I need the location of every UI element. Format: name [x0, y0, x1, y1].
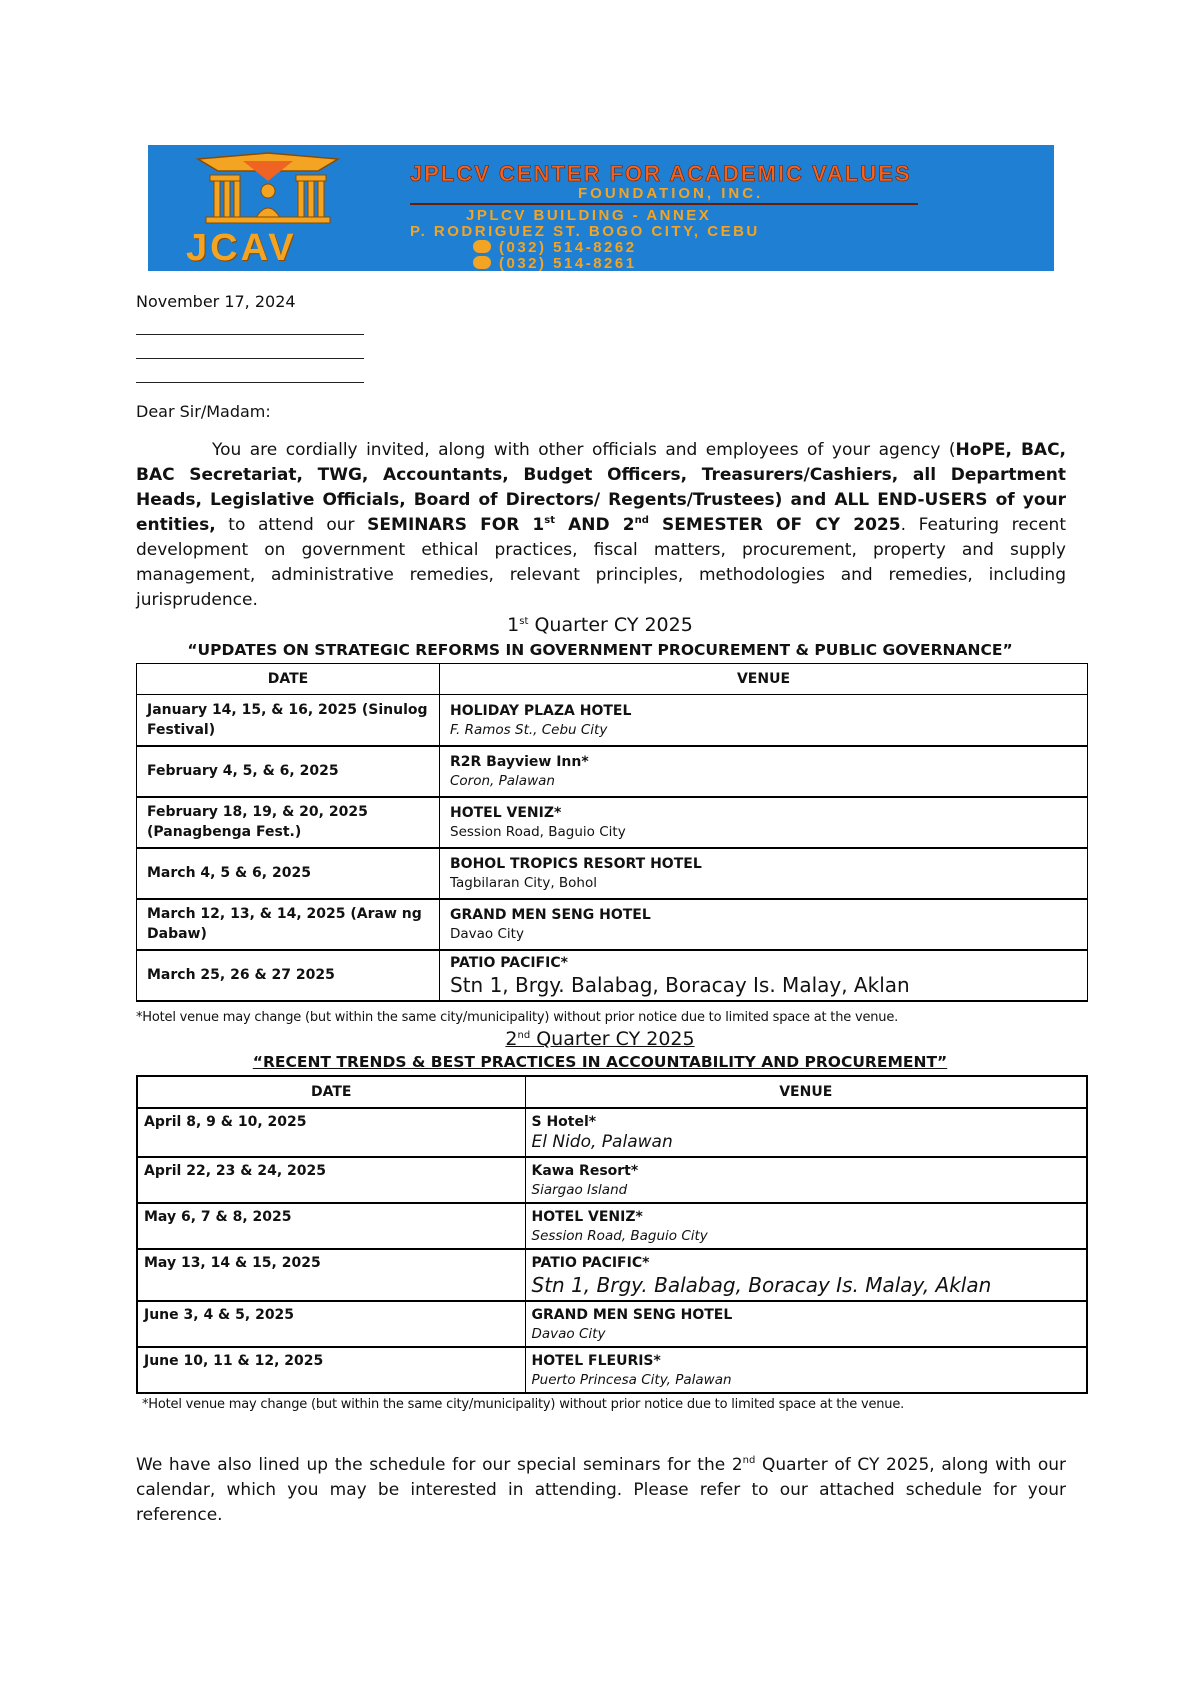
table-row — [137, 899, 1088, 950]
intro-paragraph — [136, 438, 1066, 613]
row-venue: BOHOL TROPICS RESORT HOTEL Tagbilaran City, Bohol — [440, 848, 1088, 899]
table-row — [137, 1157, 1087, 1203]
brand-name: JCAV — [186, 227, 297, 269]
letter-date: November 17, 2024 — [136, 292, 296, 311]
row-venue: HOTEL VENIZ* Session Road, Baguio City — [440, 797, 1088, 848]
row-venue: HOTEL FLEURIS* Puerto Princesa City, Palawan — [525, 1347, 1087, 1393]
intro-pre: You are cordially invited, along with other officials and employees of your agency ( — [212, 440, 956, 460]
intro-attend: to attend our — [215, 515, 368, 535]
phone-icon — [473, 256, 491, 269]
q1-schedule-table — [136, 663, 1088, 1002]
table-row — [137, 1108, 1087, 1157]
table-row — [137, 797, 1088, 848]
row-date: March 25, 26 & 27 2025 — [137, 950, 440, 1001]
closing-paragraph: We have also lined up the schedule for our special seminars for the 2nd Quarter of CY 2025, along with our calendar, which you may be interested in attending. Please refer to our attached schedule for your reference. — [136, 1455, 1066, 1525]
row-venue: GRAND MEN SENG HOTEL Davao City — [525, 1301, 1087, 1347]
row-venue: PATIO PACIFIC* Stn 1, Brgy. Balabag, Boracay Is. Malay, Aklan — [525, 1249, 1087, 1301]
phone-icon — [473, 240, 491, 253]
row-venue: S Hotel* El Nido, Palawan — [525, 1108, 1087, 1157]
row-venue: GRAND MEN SENG HOTEL Davao City — [440, 899, 1088, 950]
q2-schedule-table — [136, 1075, 1088, 1394]
q2-venue-header: VENUE — [525, 1076, 1087, 1108]
row-date: May 6, 7 & 8, 2025 — [137, 1203, 525, 1249]
table-row — [137, 1203, 1087, 1249]
phone-2 — [473, 255, 637, 271]
intro-post: . Featuring recent development on government ethical practices, fiscal matters, procurement, property and supply management, administrative remedies, relevant principles, methodologies and remedies, including jurisprudence. — [136, 515, 1066, 610]
salutation: Dear Sir/Madam: — [136, 402, 271, 421]
address: P. RODRIGUEZ ST. BOGO CITY, CEBU — [410, 223, 760, 240]
table-row — [137, 848, 1088, 899]
row-venue: R2R Bayview Inn* Coron, Palawan — [440, 746, 1088, 797]
table-row — [137, 1347, 1087, 1393]
org-name: JPLCV CENTER FOR ACADEMIC VALUES — [410, 161, 912, 186]
building: JPLCV BUILDING - ANNEX — [466, 207, 712, 224]
phone-1-number: (032) 514-8262 — [499, 239, 637, 256]
row-venue: HOLIDAY PLAZA HOTEL F. Ramos St., Cebu City — [440, 695, 1088, 746]
table-row — [137, 1301, 1087, 1347]
row-date: June 10, 11 & 12, 2025 — [137, 1347, 525, 1393]
intro-audience: HoPE, BAC, BAC Secretariat, TWG, Accountants, Budget Officers, Treasurers/Cashiers, all Department Heads, Legislative Officials, Board of Directors/ Regents/Trustees — [136, 440, 1066, 510]
row-venue: PATIO PACIFIC* Stn 1, Brgy. Balabag, Boracay Is. Malay, Aklan — [440, 950, 1088, 1001]
row-date: May 13, 14 & 15, 2025 — [137, 1249, 525, 1301]
q1-venue-note: *Hotel venue may change (but within the same city/municipality) without prior notice due to limited space at the venue. — [136, 1010, 899, 1025]
org-suffix: FOUNDATION, INC. — [578, 185, 764, 202]
row-date: March 4, 5 & 6, 2025 — [137, 848, 440, 899]
phone-1 — [473, 239, 637, 256]
letterhead-rule — [410, 203, 918, 205]
jcav-logo-icon — [188, 151, 348, 231]
q2-subtitle: “RECENT TRENDS & BEST PRACTICES IN ACCOUNTABILITY AND PROCUREMENT” — [252, 1053, 948, 1071]
row-date: January 14, 15, & 16, 2025 (Sinulog Festival) — [137, 695, 440, 746]
q1-venue-header: VENUE — [440, 664, 1088, 695]
table-row — [137, 1249, 1087, 1301]
q2-date-header: DATE — [137, 1076, 525, 1108]
row-venue: HOTEL VENIZ* Session Road, Baguio City — [525, 1203, 1087, 1249]
letterhead-banner — [148, 145, 1054, 271]
row-date: April 22, 23 & 24, 2025 — [137, 1157, 525, 1203]
q2-title: 2nd Quarter CY 2025 — [505, 1028, 695, 1050]
row-date: March 12, 13, & 14, 2025 (Araw ng Dabaw) — [137, 899, 440, 950]
addressee-line-3 — [136, 382, 364, 383]
table-row — [137, 746, 1088, 797]
addressee-line-2 — [136, 358, 364, 359]
addressee-line-1 — [136, 334, 364, 335]
q1-title: 1st Quarter CY 2025 — [507, 614, 693, 636]
row-date: February 4, 5, & 6, 2025 — [137, 746, 440, 797]
row-date: February 18, 19, & 20, 2025 (Panagbenga Fest.) — [137, 797, 440, 848]
table-row — [137, 695, 1088, 746]
row-date: April 8, 9 & 10, 2025 — [137, 1108, 525, 1157]
phone-2-number: (032) 514-8261 — [499, 255, 637, 271]
q1-date-header: DATE — [137, 664, 440, 695]
row-venue: Kawa Resort* Siargao Island — [525, 1157, 1087, 1203]
table-row — [137, 950, 1088, 1001]
q1-subtitle: “UPDATES ON STRATEGIC REFORMS IN GOVERNMENT PROCUREMENT & PUBLIC GOVERNANCE” — [187, 641, 1013, 659]
row-date: June 3, 4 & 5, 2025 — [137, 1301, 525, 1347]
q2-venue-note: *Hotel venue may change (but within the same city/municipality) without prior notice due to limited space at the venue. — [142, 1397, 905, 1412]
intro-seminars: SEMINARS FOR 1st AND 2nd SEMESTER OF CY 2025 — [367, 515, 901, 535]
intro-end-users: ) and ALL END-USERS of your entities, — [136, 490, 1066, 535]
